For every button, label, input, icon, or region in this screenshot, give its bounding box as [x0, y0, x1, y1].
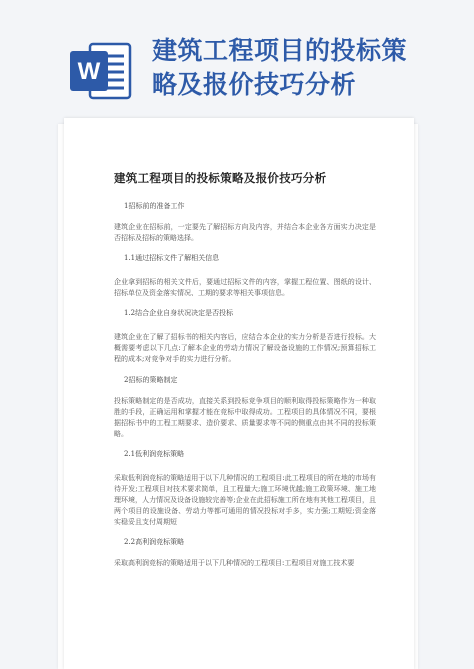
section-heading: 1.2结合企业自身状况决定是否投标 [124, 309, 234, 317]
document-title: 建筑工程项目的投标策略及报价技巧分析 [114, 171, 327, 185]
section-paragraph: 建筑企业在招标前，一定要先了解招标方向及内容，并结合本企业各方面实力决定是否招标及招标的策略选择。 [114, 223, 376, 242]
section-heading: 2招标的策略制定 [124, 376, 178, 384]
word-document-icon [70, 42, 132, 100]
title-line-2: 略及报价技巧分析 [152, 70, 357, 99]
page-title [152, 34, 462, 102]
section-paragraph: 投标策略制定的是否成功，直接关系到投标竞争项目的顺利取得投标策略作为一种取胜的手段，正确运用和掌握才能在竞标中取得成功。工程项目的具体情况不同，要根据招标书中的工程工期要求、造价要求、质量要求等不同的侧重点由其不同的投标策略。 [114, 397, 376, 438]
svg-text:W: W [77, 58, 101, 85]
section-paragraph: 采取高利润竞标的策略适用于以下几种情况的工程项目:工程项目对施工技术要 [114, 559, 355, 567]
title-line-1: 建筑工程项目的投标策 [152, 36, 408, 65]
document-page [64, 118, 414, 669]
section-heading: 2.1低利润竞标策略 [124, 450, 185, 458]
section-paragraph: 采取低利润竞标的策略适用于以下几种情况的工程项目:此工程项目的所在地的市场有待开发;工程项目对技术要求简单，且工程量大;施工环境优越;施工政策环境、施工地理环境，人力情况及设备设施较完善等;企业在此招标施工所在地有其他工程项目，且两个项目的设施设备、劳动力等都可通用的情况投标对手多，实力强;工期短;资金落实稳妥且支付周期短 [114, 474, 376, 526]
section-heading: 1.1通过招标文件了解相关信息 [124, 254, 220, 262]
header-banner [0, 0, 474, 112]
section-paragraph: 建筑企业在了解了招标书的相关内容后，应结合本企业的实力分析是否进行投标。大概需要考虑以下几点:了解本企业的劳动力情况了解设备设施的工作情况;预算招标工程的成本;对竞争对手的实力进行分析。 [114, 333, 376, 363]
section-paragraph: 企业拿到招标的相关文件后，要通过招标文件的内容，掌握工程位置、图纸的设计、招标单位及资金落实情况、工期的要求等相关事项信息。 [114, 278, 376, 297]
section-heading: 2.2高利润竞标策略 [124, 538, 185, 546]
section-heading: 1招标前的准备工作 [124, 202, 185, 210]
